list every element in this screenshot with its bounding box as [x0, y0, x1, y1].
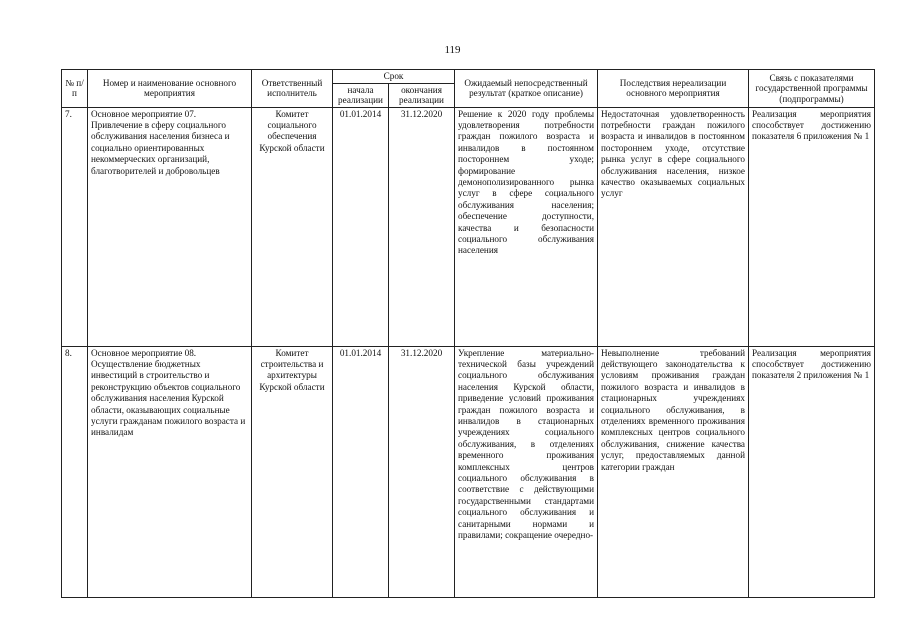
row-consequences: Невыполнение требований действующего законодательства к условиям проживания граждан пожилого возраста и инвалидов в стационарных учреждениях социального обслуживания, в отделениях временного проживания комплексных центров социального обслуживания, снижение качества услуг, предоставляемых данной категории граждан: [598, 346, 749, 597]
row-num: 7.: [62, 107, 88, 346]
header-responsible: Ответственный исполнитель: [252, 70, 333, 108]
row-link: Реализация мероприятия способствует достижению показателя 2 приложения № 1: [749, 346, 875, 597]
row-name: Основное мероприятие 08. Осуществление бюджетных инвестиций в строительство и реконструкцию объектов социального обслуживания населения Курской области, оказывающих социальные услуги гражданам пожилого возраста и инвалидам: [88, 346, 252, 597]
table-row: [62, 107, 875, 346]
header-result: Ожидаемый непосредственный результат (краткое описание): [455, 70, 598, 108]
row-end: 31.12.2020: [389, 346, 455, 597]
header-start: начала реализации: [333, 83, 389, 107]
table-row: [62, 346, 875, 597]
row-link: Реализация мероприятия способствует достижению показателя 6 приложения № 1: [749, 107, 875, 346]
header-name: Номер и наименование основного мероприятия: [88, 70, 252, 108]
row-result: Укрепление материально-технической базы учреждений социального обслуживания населения Курской области, приведение условий проживания граждан пожилого возраста и инвалидов в стационарных учреждениях социального обслуживания, в отделениях временного проживания комплексных центров социального обслуживания в соответствие с действующими государственными стандартами социального обслуживания и санитарными нормами и правилами; сокращение очередно-: [455, 346, 598, 597]
header-term: Срок: [333, 70, 455, 84]
row-result: Решение к 2020 году проблемы удовлетворения потребности граждан пожилого возраста и инвалидов в постоянном постороннем уходе; формирование демонополизированного рынка услуг в сфере социального обслуживания населения; обеспечение доступности, качества и безопасности социального обслуживания населения: [455, 107, 598, 346]
header-end: окончания реализации: [389, 83, 455, 107]
row-end: 31.12.2020: [389, 107, 455, 346]
page-number: 119: [444, 44, 461, 56]
header-row: [62, 70, 875, 84]
row-start: 01.01.2014: [333, 346, 389, 597]
row-responsible: Комитет строительства и архитектуры Курской области: [252, 346, 333, 597]
header-link: Связь с показателями государственной программы (подпрограммы): [749, 70, 875, 108]
row-responsible: Комитет социального обеспечения Курской области: [252, 107, 333, 346]
row-name: Основное мероприятие 07. Привлечение в сферу социального обслуживания населения бизнеса и социально ориентированных некоммерческих организаций, благотворителей и добровольцев: [88, 107, 252, 346]
row-start: 01.01.2014: [333, 107, 389, 346]
row-num: 8.: [62, 346, 88, 597]
measures-table: [61, 69, 875, 598]
row-consequences: Недостаточная удовлетворенность потребности граждан пожилого возраста и инвалидов в постоянном постороннем уходе, отсутствие рынка услуг в сфере социального обслуживания населения, низкое качество оказываемых социальных услуг: [598, 107, 749, 346]
header-num: № п/п: [62, 70, 88, 108]
header-consequences: Последствия нереализации основного мероприятия: [598, 70, 749, 108]
